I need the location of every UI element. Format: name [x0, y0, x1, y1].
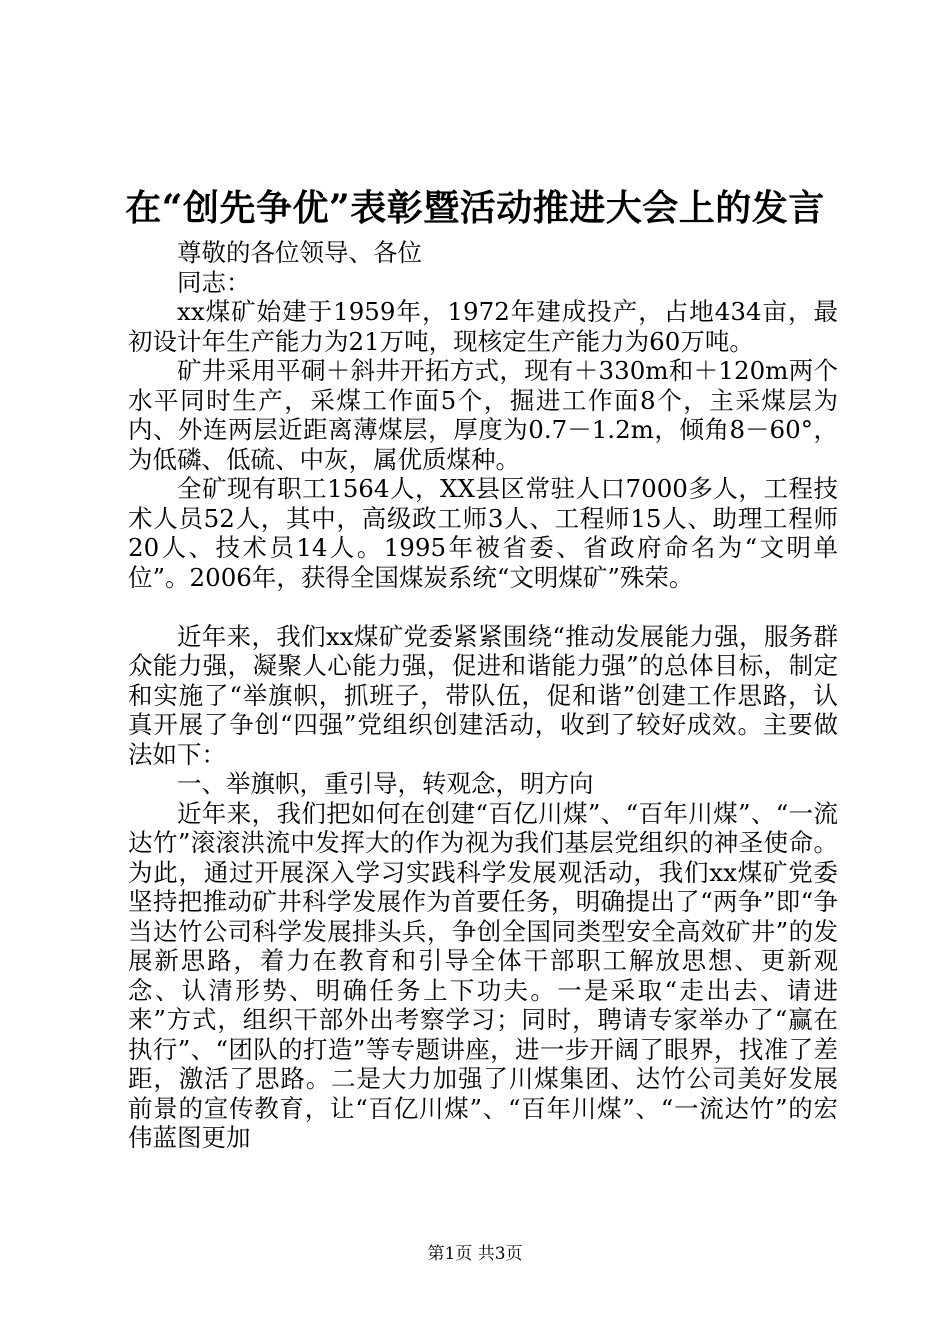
salutation-line-1: 尊敬的各位领导、各位 — [177, 238, 422, 267]
document-title: 在“创先争优”表彰暨活动推进大会上的发言 — [125, 187, 825, 229]
page-footer: 第1页 共3页 — [427, 1244, 523, 1264]
paragraph-mine-history: xx煤矿始建于1959年，1972年建成投产，占地434亩，最初设计年生产能力为21万吨，现核定生产能力为60万吨。 — [128, 297, 838, 356]
salutation-line-2: 同志： — [177, 267, 251, 297]
paragraph-recent-work: 近年来，我们xx煤矿党委紧紧围绕“推动发展能力强，服务群众能力强，凝聚人心能力强，促进和谐能力强”的总体目标，制定和实施了“举旗帜，抓班子，带队伍，促和谐”创建工作思路，认真开展了争创“四强”党组织创建活动，收到了较好成效。主要做法如下： — [128, 621, 838, 769]
paragraph-mine-staff: 全矿现有职工1564人，XX县区常驻人口7000多人，工程技术人员52人，其中，高级政工师3人、工程师15人、助理工程师20人、技术员14人。1995年被省委、省政府命名为“文明单位”。2006年，获得全国煤炭系统“文明煤矿”殊荣。 — [128, 474, 838, 592]
section-heading-1: 一、举旗帜，重引导，转观念，明方向 — [177, 769, 594, 798]
paragraph-section-1: 近年来，我们把如何在创建“百亿川煤”、“百年川煤”、“一流达竹”滚滚洪流中发挥大的作为视为我们基层党组织的神圣使命。为此，通过开展深入学习实践科学发展观活动，我们xx煤矿党委坚持把推动矿井科学发展作为首要任务，明确提出了“两争”即“争当达竹公司科学发展排头兵，争创全国同类型安全高效矿井”的发展新思路，着力在教育和引导全体干部职工解放思想、更新观念、认清形势、明确任务上下功夫。一是采取“走出去、请进来”方式，组织干部外出考察学习；同时，聘请专家举办了“赢在执行”、“团队的打造”等专题讲座，进一步开阔了眼界，找准了差距，激活了思路。二是大力加强了川煤集团、达竹公司美好发展前景的宣传教育，让“百亿川煤”、“百年川煤”、“一流达竹”的宏伟蓝图更加 — [128, 798, 838, 1152]
paragraph-mine-technical: 矿井采用平硐＋斜井开拓方式，现有＋330m和＋120m两个水平同时生产，采煤工作面5个，掘进工作面8个，主采煤层为内、外连两层近距离薄煤层，厚度为0.7－1.2m，倾角8－60°，为低磷、低硫、中灰，属优质煤种。 — [128, 356, 838, 474]
document-body — [128, 238, 838, 1153]
